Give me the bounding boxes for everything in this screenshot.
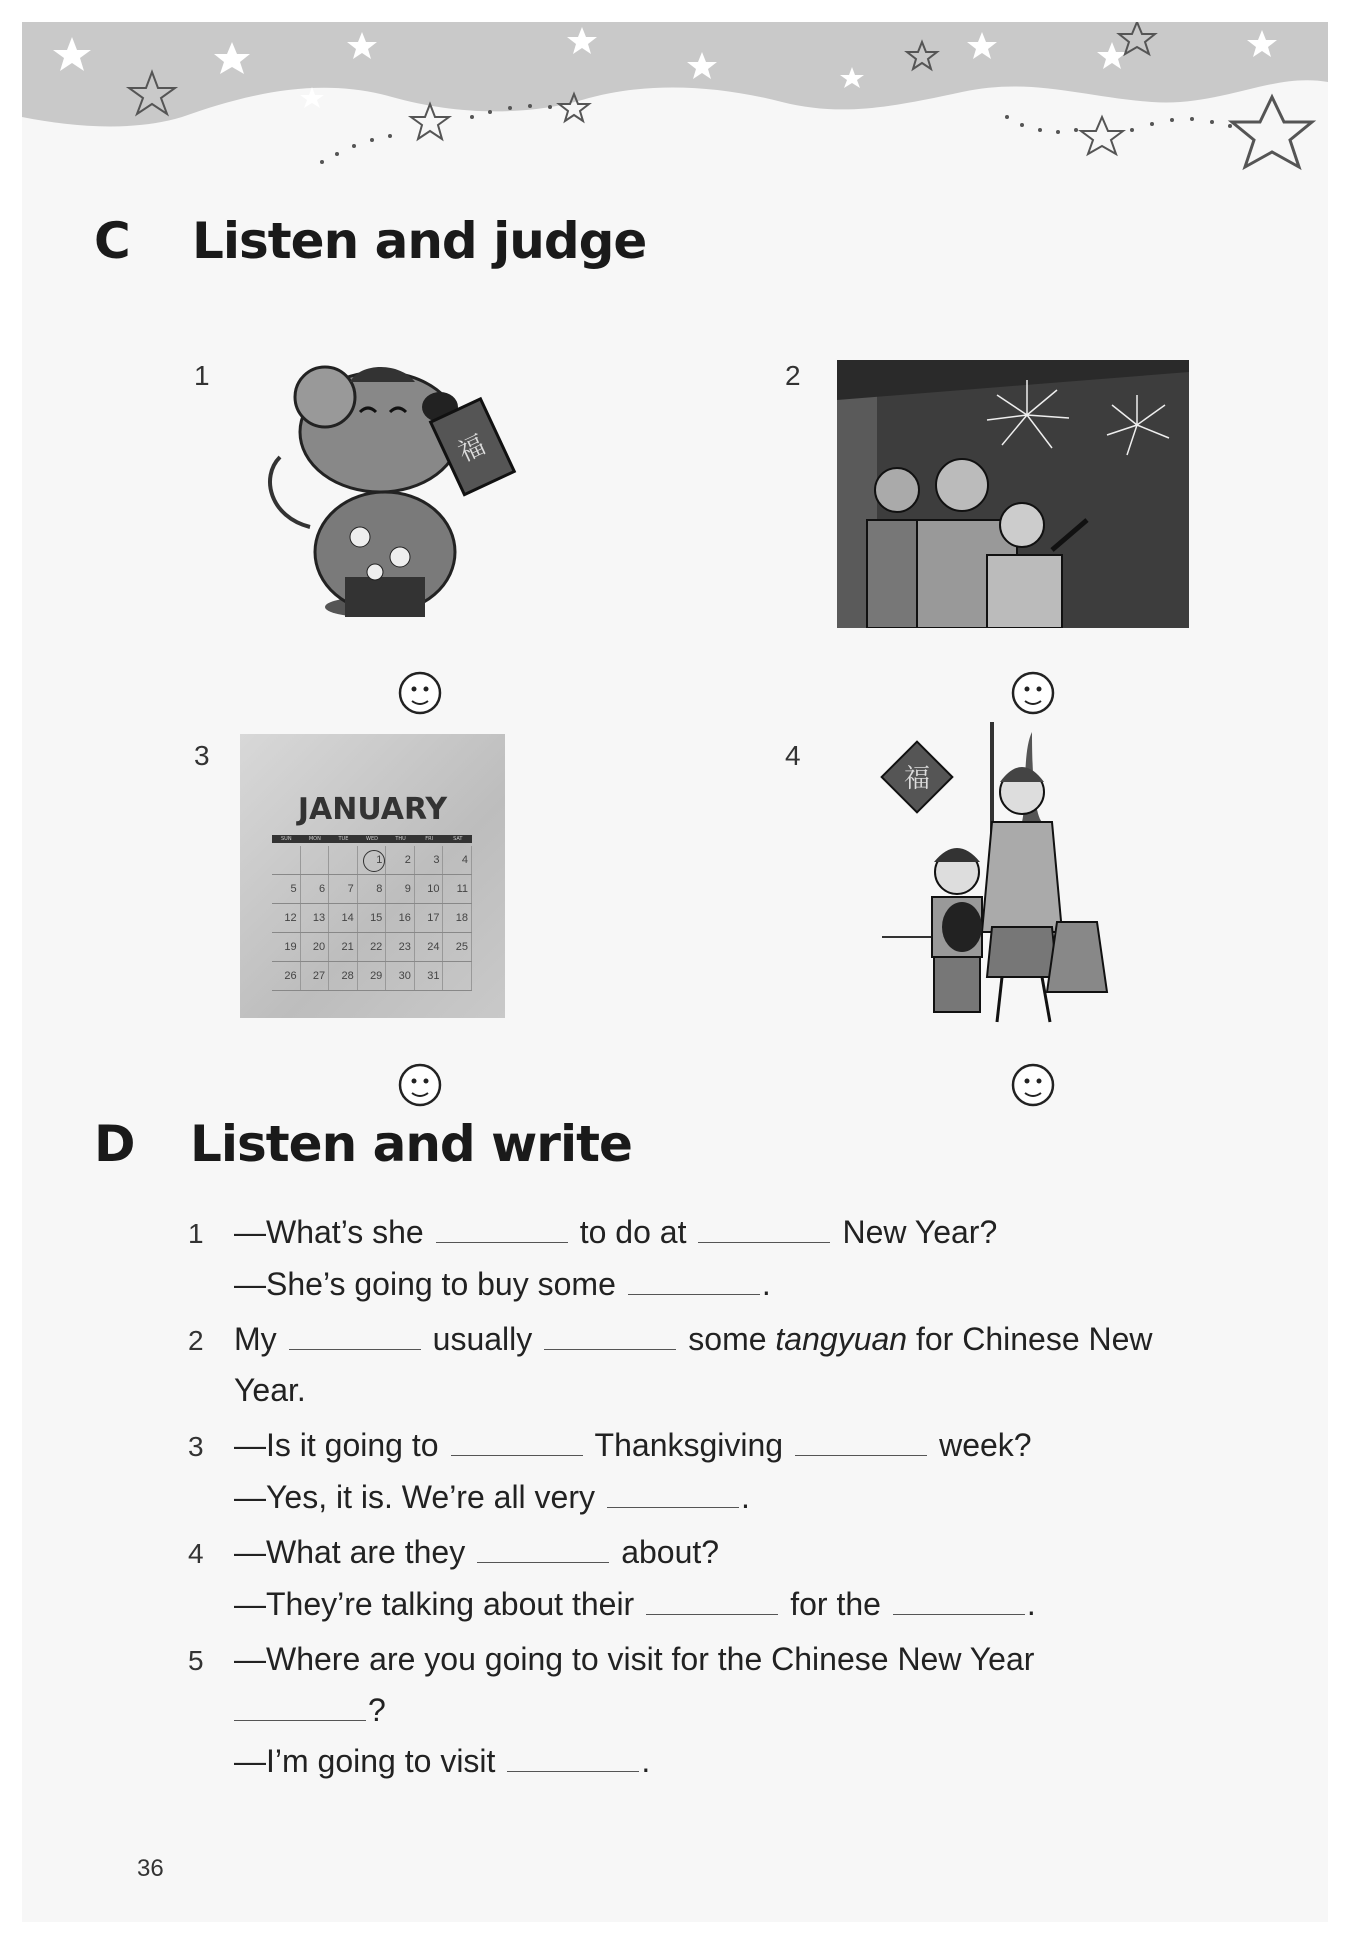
question-number: 5 — [188, 1645, 204, 1676]
calendar-day: 6 — [301, 875, 330, 903]
calendar-day: 29 — [358, 962, 387, 990]
text: —What’s she — [234, 1214, 424, 1250]
text: ? — [368, 1692, 386, 1728]
smiley-face-icon[interactable] — [397, 670, 443, 716]
item-number: 3 — [194, 740, 210, 771]
calendar-day: 14 — [329, 904, 358, 932]
calendar-day: 15 — [358, 904, 387, 932]
calendar-title: JANUARY — [297, 792, 448, 827]
item-number: 1 — [194, 360, 210, 391]
calendar-day: 2 — [386, 846, 415, 874]
text: to do at — [579, 1214, 687, 1250]
calendar-day: 10 — [415, 875, 444, 903]
question-2-line-a — [188, 1319, 1153, 1361]
answer-blank[interactable] — [436, 1216, 568, 1243]
section-c-letter: C — [94, 212, 131, 270]
text: —Where are you going to visit for the Chinese New Year — [234, 1641, 1035, 1677]
weekday: THU — [395, 836, 406, 842]
calendar-week-row — [272, 875, 472, 904]
item-number: 4 — [785, 740, 801, 771]
text: week? — [939, 1427, 1032, 1463]
text: for the — [790, 1586, 881, 1622]
weekday: SAT — [453, 836, 463, 842]
svg-text:福: 福 — [453, 430, 491, 469]
calendar-day: 4 — [443, 846, 472, 874]
question-5-line-a — [188, 1639, 1034, 1681]
calendar-day: 31 — [415, 962, 444, 990]
calendar-day: 18 — [443, 904, 472, 932]
section-d-letter: D — [94, 1115, 136, 1173]
answer-blank[interactable] — [477, 1536, 609, 1563]
calendar-day — [329, 846, 358, 874]
calendar-day: 13 — [301, 904, 330, 932]
text: Thanksgiving — [594, 1427, 784, 1463]
question-number: 2 — [188, 1325, 204, 1356]
question-5-line-c — [188, 1741, 650, 1781]
text: New Year? — [842, 1214, 998, 1250]
calendar-day: 27 — [301, 962, 330, 990]
italic-word: tangyuan — [775, 1321, 908, 1357]
calendar-day: 16 — [386, 904, 415, 932]
star-banner-decoration — [22, 22, 1328, 212]
question-4-line-b — [188, 1584, 1036, 1624]
calendar-day: 3 — [415, 846, 444, 874]
item-number: 2 — [785, 360, 801, 391]
page-number: 36 — [137, 1855, 164, 1882]
text: —She’s going to buy some — [234, 1266, 616, 1302]
text: Year. — [234, 1372, 306, 1408]
question-1-line-a — [188, 1212, 997, 1254]
answer-blank[interactable] — [646, 1588, 778, 1615]
calendar-grid — [272, 846, 472, 991]
question-5-line-b — [188, 1690, 386, 1730]
calendar-week-row — [272, 962, 472, 991]
calendar-day: 7 — [329, 875, 358, 903]
answer-blank[interactable] — [451, 1429, 583, 1456]
calendar-day: 23 — [386, 933, 415, 961]
question-number: 3 — [188, 1431, 204, 1462]
text: —Is it going to — [234, 1427, 439, 1463]
text: —I’m going to visit — [234, 1743, 496, 1779]
calendar-day: 24 — [415, 933, 444, 961]
question-3-line-a — [188, 1425, 1032, 1467]
text: about? — [621, 1534, 720, 1570]
calendar-day: 1 — [358, 846, 387, 874]
section-c-title: Listen and judge — [192, 212, 647, 270]
calendar-day: 28 — [329, 962, 358, 990]
question-4-line-a — [188, 1532, 719, 1574]
calendar-day: 17 — [415, 904, 444, 932]
sign-character: 福 — [904, 764, 931, 794]
text: usually — [432, 1321, 533, 1357]
workbook-page — [22, 22, 1328, 1922]
answer-blank[interactable] — [289, 1323, 421, 1350]
answer-blank[interactable] — [544, 1323, 676, 1350]
weekday: WED — [366, 836, 378, 842]
answer-blank[interactable] — [234, 1694, 366, 1721]
answer-blank[interactable] — [893, 1588, 1025, 1615]
calendar-day: 26 — [272, 962, 301, 990]
calendar-day: 21 — [329, 933, 358, 961]
text: . — [641, 1743, 651, 1779]
calendar-day: 12 — [272, 904, 301, 932]
calendar-day — [301, 846, 330, 874]
calendar-week-row — [272, 846, 472, 875]
circled-day-mark — [363, 850, 385, 872]
calendar-weekday-row — [272, 835, 472, 843]
calendar-week-row — [272, 933, 472, 962]
text: . — [761, 1266, 771, 1302]
smiley-face-icon[interactable] — [1010, 670, 1056, 716]
text: . — [741, 1479, 750, 1515]
smiley-face-icon[interactable] — [1010, 1062, 1056, 1108]
rat-with-red-packet-picture — [250, 357, 560, 627]
january-calendar-picture — [240, 734, 505, 1018]
answer-blank[interactable] — [795, 1429, 927, 1456]
smiley-face-icon[interactable] — [397, 1062, 443, 1108]
text: . — [1026, 1586, 1036, 1622]
calendar-day: 5 — [272, 875, 301, 903]
calendar-day: 30 — [386, 962, 415, 990]
section-d-title: Listen and write — [190, 1115, 632, 1173]
question-2-line-b — [188, 1370, 306, 1410]
answer-blank[interactable] — [698, 1216, 830, 1243]
calendar-day: 11 — [443, 875, 472, 903]
calendar-day — [443, 962, 472, 990]
weekday: SUN — [281, 836, 292, 842]
text: for Chinese New — [915, 1321, 1153, 1357]
calendar-day: 22 — [358, 933, 387, 961]
weekday: FRI — [425, 836, 434, 842]
calendar-day: 20 — [301, 933, 330, 961]
question-3-line-b — [188, 1477, 750, 1517]
text: —Yes, it is. We’re all very — [234, 1479, 595, 1515]
family-watching-fireworks-picture — [837, 360, 1189, 628]
answer-blank[interactable] — [507, 1745, 639, 1772]
question-1-line-b — [188, 1264, 771, 1304]
question-number: 1 — [188, 1218, 204, 1249]
text: —What are they — [234, 1534, 466, 1570]
text: some — [688, 1321, 767, 1357]
text: My — [234, 1321, 277, 1357]
text: —They’re talking about their — [234, 1586, 635, 1622]
calendar-day: 9 — [386, 875, 415, 903]
answer-blank[interactable] — [628, 1268, 760, 1295]
calendar-week-row — [272, 904, 472, 933]
weekday: TUE — [338, 836, 349, 842]
weekday: MON — [308, 836, 321, 842]
calendar-day: 25 — [443, 933, 472, 961]
calendar-day — [272, 846, 301, 874]
calendar-day: 19 — [272, 933, 301, 961]
calendar-day: 8 — [358, 875, 387, 903]
mother-and-girl-shopping-picture — [872, 722, 1122, 1032]
question-number: 4 — [188, 1538, 204, 1569]
answer-blank[interactable] — [607, 1481, 739, 1508]
